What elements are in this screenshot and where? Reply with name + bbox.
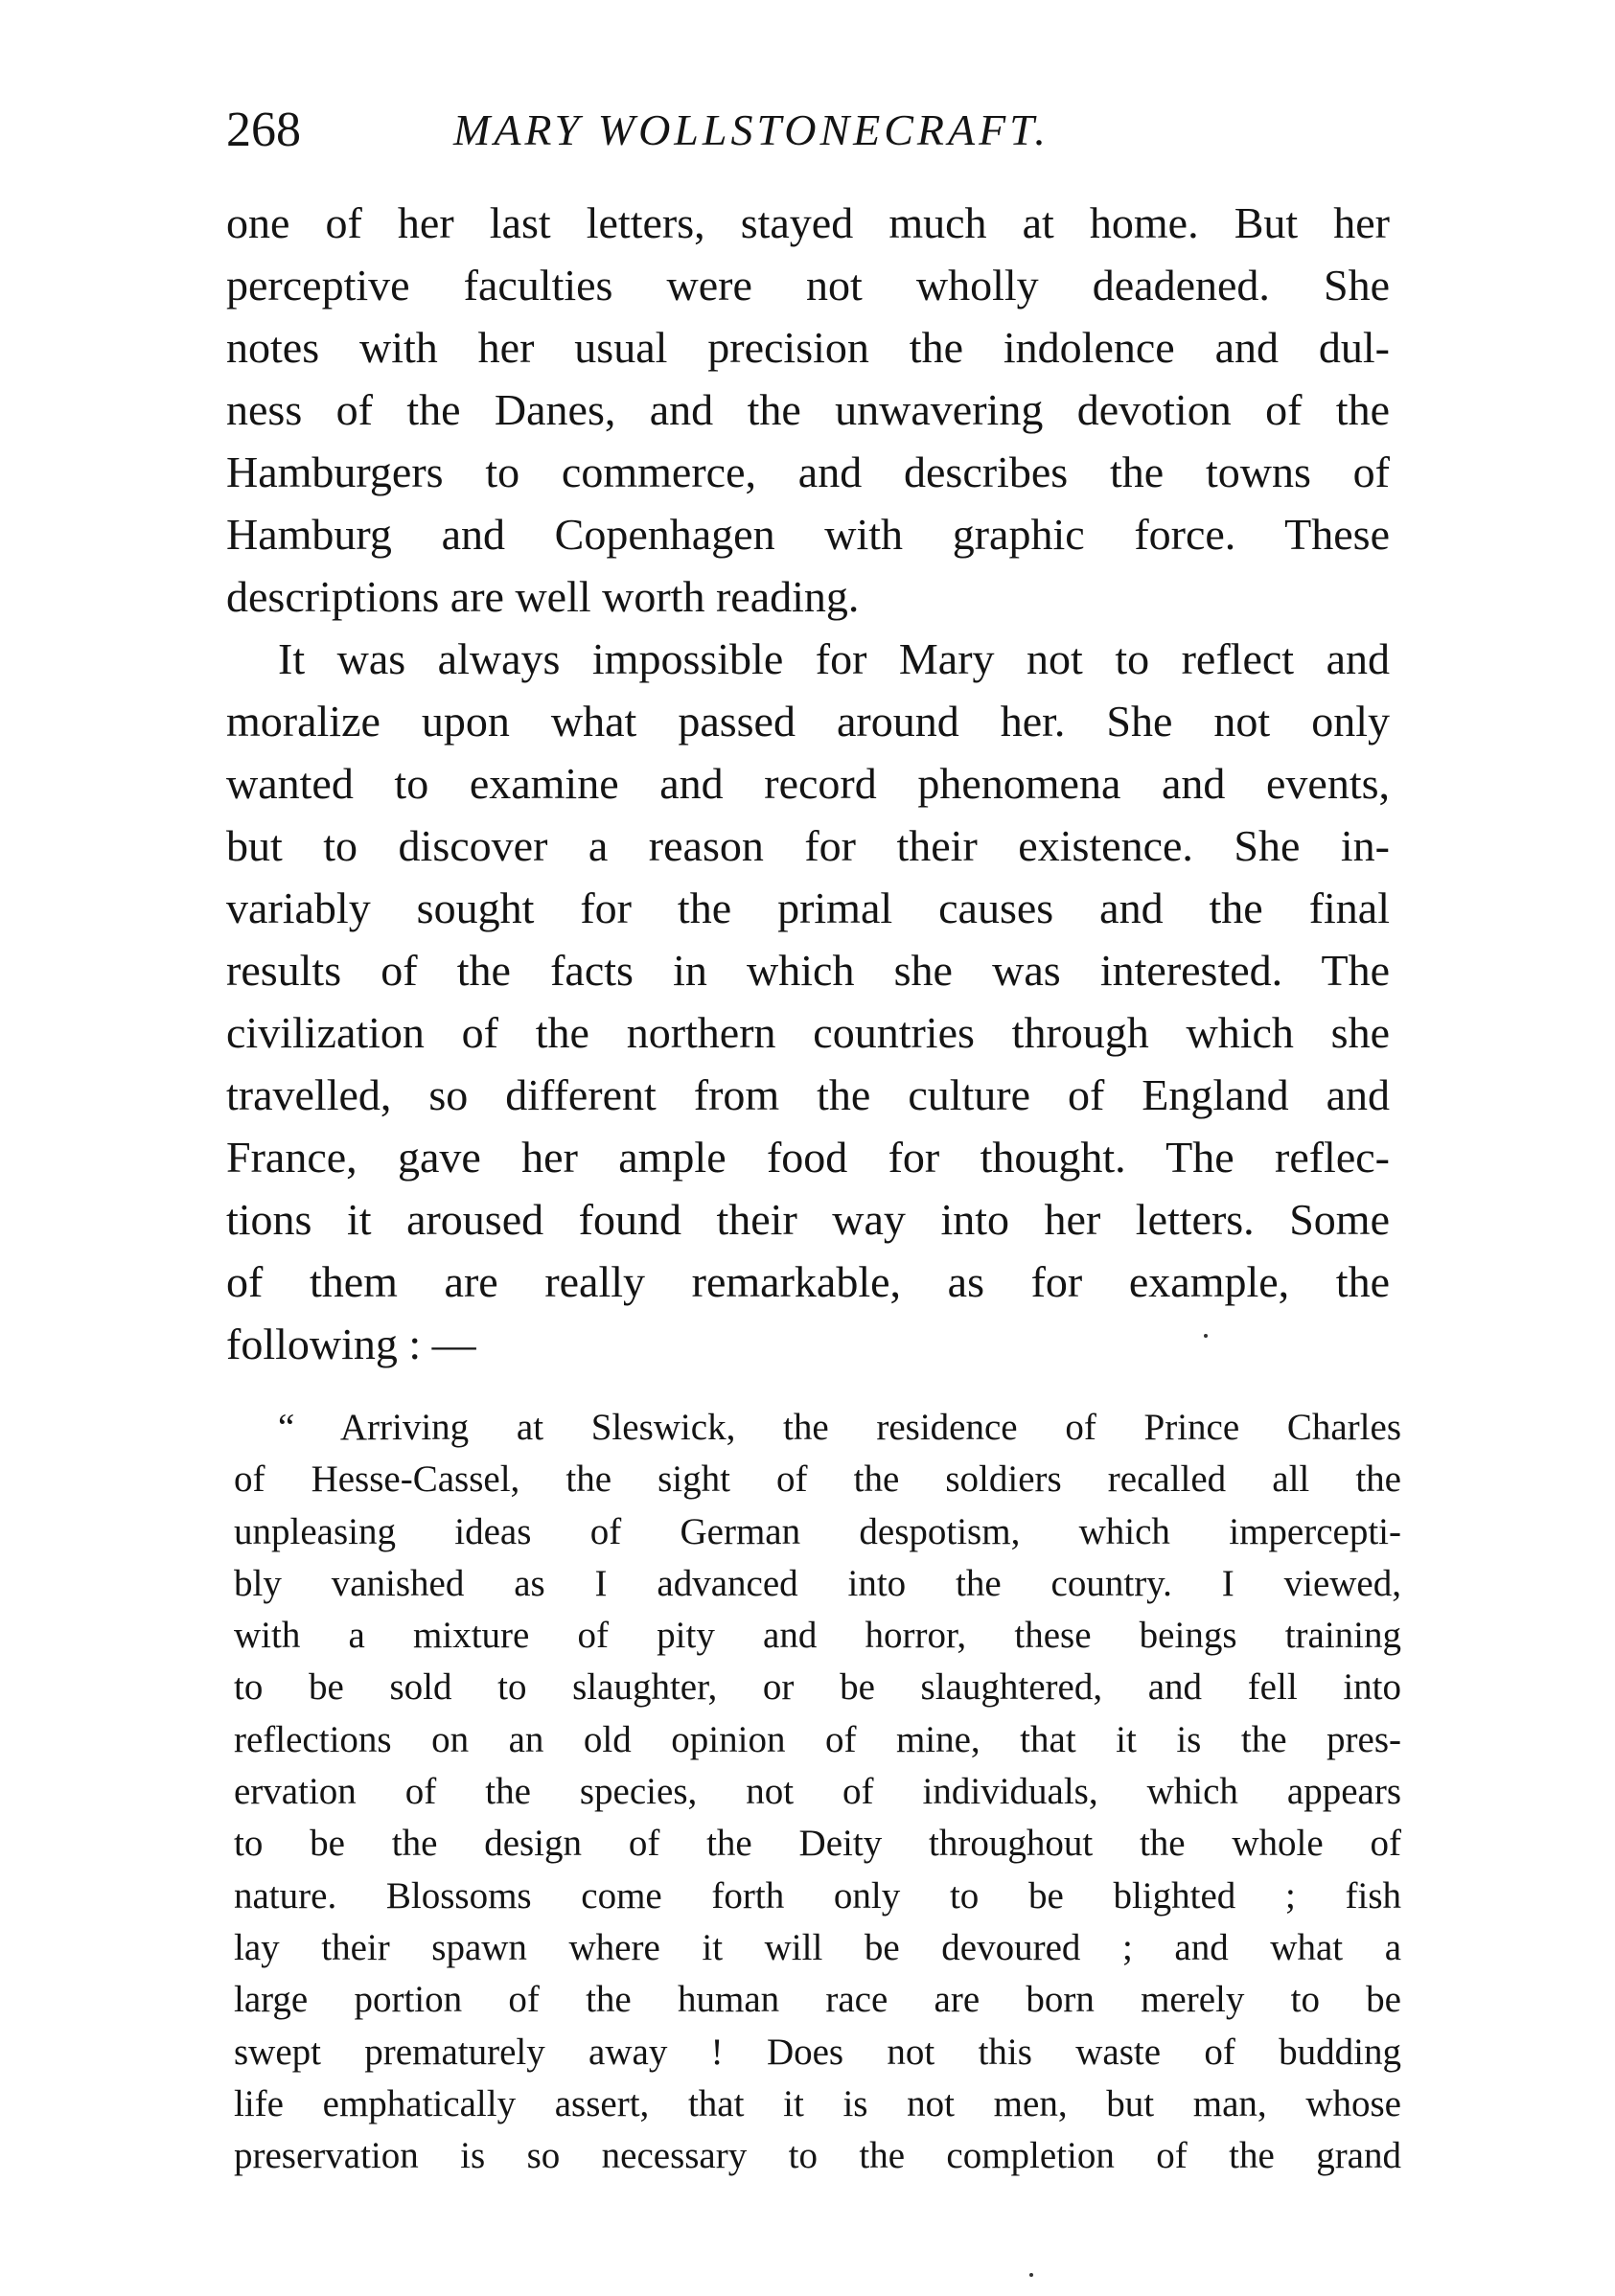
text-line: descriptions are well worth reading.: [226, 572, 860, 621]
paragraph: [226, 628, 1390, 1375]
quote-line: with a mixture of pity and horror, these beings training: [234, 1615, 1401, 1657]
text-line: one of her last letters, stayed much at home. But her: [226, 198, 1390, 247]
quote-line: life emphatically assert, that it is not men, but man, whose: [234, 2082, 1401, 2124]
block-quotation: [234, 1402, 1401, 2182]
paper-speck: [1029, 2273, 1033, 2277]
text-line: Hamburg and Copenhagen with graphic force. These: [226, 510, 1390, 559]
quote-line: bly vanished as I advanced into the country. I viewed,: [234, 1562, 1401, 1604]
quote-line: to be sold to slaughter, or be slaughtered, and fell into: [234, 1666, 1401, 1709]
page-number: 268: [226, 103, 301, 157]
quote-line: ervation of the species, not of individuals, which appears: [234, 1771, 1401, 1813]
text-line: civilization of the northern countries through which she: [226, 1008, 1390, 1057]
quote-line: swept prematurely away ! Does not this waste of budding: [234, 2031, 1401, 2073]
quote-line: “ Arriving at Sleswick, the residence of Prince Charles: [278, 1407, 1401, 1448]
text-line: perceptive faculties were not wholly deadened. She: [226, 261, 1390, 310]
text-line: notes with her usual precision the indolence and dul-: [226, 323, 1390, 372]
text-line: moralize upon what passed around her. She not only: [226, 697, 1390, 746]
quote-line: large portion of the human race are born merely to be: [234, 1979, 1401, 2021]
main-text: [226, 192, 1390, 1375]
quote-line: of Hesse-Cassel, the sight of the soldiers recalled all the: [234, 1458, 1401, 1501]
quote-line: to be the design of the Deity throughout the whole of: [234, 1823, 1401, 1865]
text-line: results of the facts in which she was interested. The: [226, 946, 1390, 995]
text-line: tions it aroused found their way into her letters. Some: [226, 1195, 1390, 1244]
text-line: variably sought for the primal causes and the final: [226, 884, 1390, 932]
text-line: following : —: [226, 1320, 476, 1368]
text-line: wanted to examine and record phenomena and events,: [226, 759, 1390, 808]
quote-line: preservation is so necessary to the completion of the grand: [234, 2135, 1401, 2177]
page-header: [226, 92, 1405, 169]
text-line: France, gave her ample food for thought. The reflec-: [226, 1133, 1390, 1182]
text-line: but to discover a reason for their existence. She in-: [226, 821, 1390, 870]
quote-line: nature. Blossoms come forth only to be blighted ; fish: [234, 1874, 1401, 1917]
quote-line: reflections on an old opinion of mine, that it is the pres-: [234, 1718, 1401, 1760]
paragraph: [226, 192, 1390, 628]
quote-line: unpleasing ideas of German despotism, which impercepti-: [234, 1510, 1401, 1552]
paper-speck: [1204, 1334, 1208, 1338]
quote-line: lay their spawn where it will be devoured ; and what a: [234, 1926, 1401, 1968]
text-line: travelled, so different from the culture of England and: [226, 1070, 1390, 1119]
text-line: ness of the Danes, and the unwavering devotion of the: [226, 385, 1390, 434]
text-line: It was always impossible for Mary not to reflect and: [278, 634, 1390, 683]
running-title: MARY WOLLSTONECRAFT.: [453, 105, 1050, 154]
text-line: Hamburgers to commerce, and describes the towns of: [226, 448, 1390, 496]
text-line: of them are really remarkable, as for example, the: [226, 1257, 1390, 1306]
